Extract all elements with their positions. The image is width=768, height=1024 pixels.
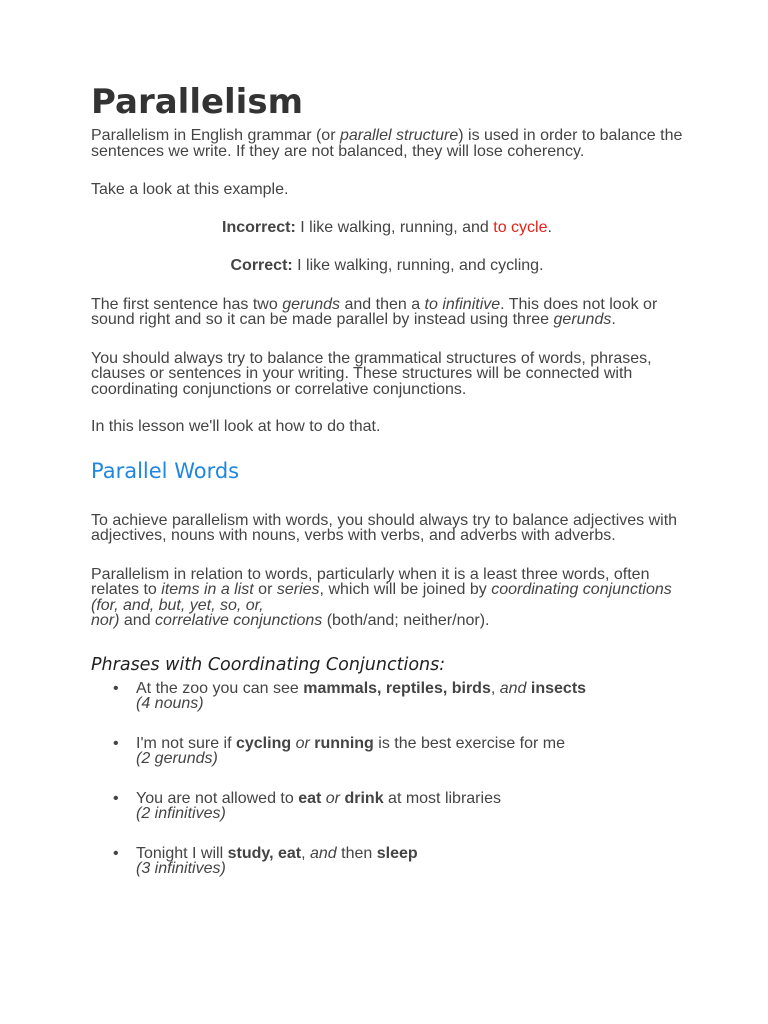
relation-paragraph: Parallelism in relation to words, particularly when it is a least three words, often relates to items in a list or series, which will be joined by coordinating conjunctions (for, and, but, yet, so, or, nor) and correlative conjunctions (both/and; neither/nor).	[91, 565, 672, 629]
incorrect-label: Incorrect:	[222, 218, 296, 236]
document-content	[91, 80, 683, 901]
lesson-paragraph: In this lesson we'll look at how to do that.	[91, 418, 381, 435]
list-item: • Tonight I will study, eat, and then sleep (3 infinitives)	[113, 844, 418, 877]
item-note: (3 infinitives)	[136, 860, 226, 877]
bullet-icon: •	[113, 789, 119, 807]
achieve-paragraph: To achieve parallelism with words, you should always try to balance adjectives with adjectives, nouns with nouns, verbs with verbs, and adverbs with adverbs.	[91, 511, 678, 544]
list-item: • You are not allowed to eat or drink at most libraries (2 infinitives)	[113, 789, 501, 822]
parallel-words-heading: Parallel Words	[91, 458, 240, 483]
explanation-paragraph: The first sentence has two gerunds and then a to infinitive. This does not look or sound right and so it can be made parallel by instead using three gerunds.	[91, 295, 658, 328]
bullet-icon: •	[113, 679, 119, 697]
examples-list	[91, 681, 683, 877]
error-highlight: to cycle	[493, 218, 548, 236]
correct-label: Correct:	[230, 257, 293, 274]
list-item: • At the zoo you can see mammals, reptiles, birds, and insects (4 nouns)	[113, 679, 587, 712]
list-item: • I'm not sure if cycling or running is the best exercise for me (2 gerunds)	[113, 734, 565, 767]
item-note: (2 gerunds)	[136, 750, 218, 767]
bullet-icon: •	[113, 844, 119, 862]
balance-paragraph: You should always try to balance the grammatical structures of words, phrases, clauses or sentences in your writing. These structures will be connected with coordinating conjunctions or correlative conjunctions.	[91, 349, 652, 398]
intro-paragraph: Parallelism in English grammar (or parallel structure) is used in order to balance the sentences we write. If they are not balanced, they will lose coherency.	[91, 127, 683, 160]
correct-example: Correct: I like walking, running, and cycling.	[230, 257, 544, 274]
incorrect-example: Incorrect: I like walking, running, and to cycle.	[222, 218, 552, 236]
page-title: Parallelism	[91, 82, 304, 122]
item-note: (4 nouns)	[136, 695, 204, 712]
bullet-icon: •	[113, 734, 119, 752]
phrases-heading: Phrases with Coordinating Conjunctions:	[91, 654, 446, 675]
item-note: (2 infinitives)	[136, 805, 226, 822]
example-intro-text: Take a look at this example.	[91, 181, 289, 198]
